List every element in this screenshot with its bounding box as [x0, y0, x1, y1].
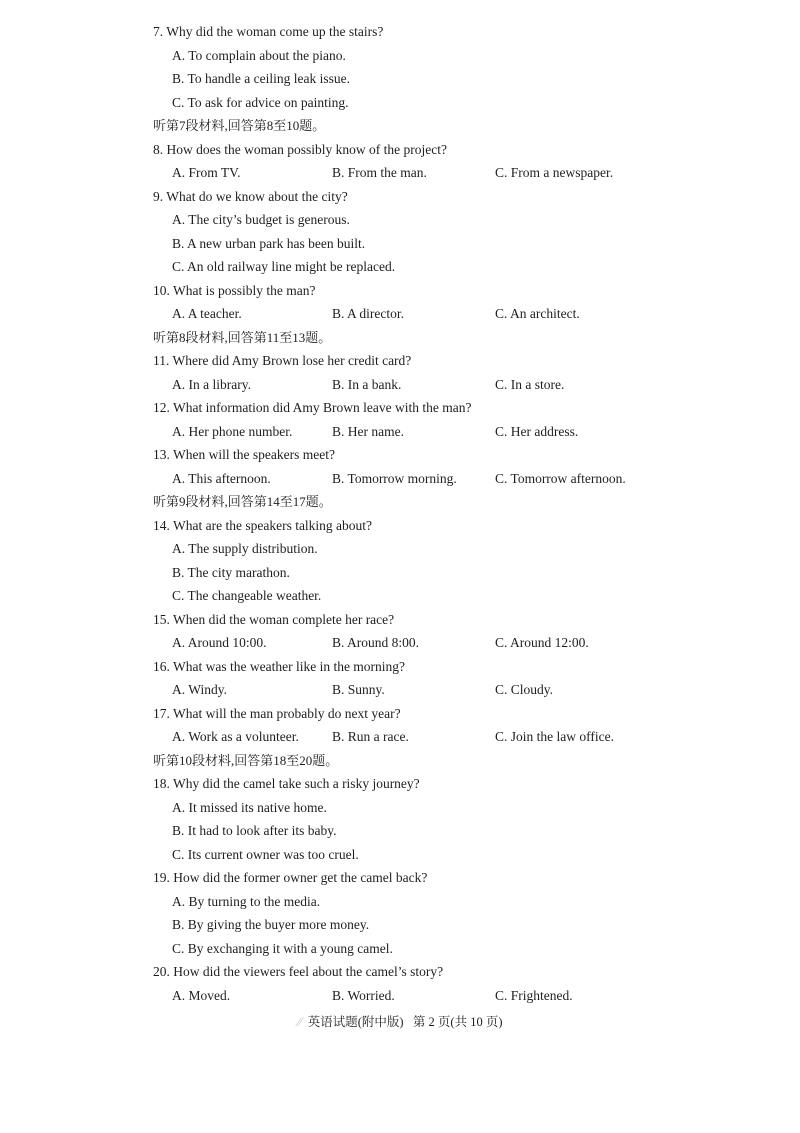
option-text: B. To handle a ceiling leak issue.	[172, 71, 351, 86]
section-instruction: 听第8段材料,回答第11至13题。	[153, 329, 332, 345]
option-b: B. A director.	[332, 306, 404, 321]
option-text: C. The changeable weather.	[172, 588, 322, 603]
option-text: A. To complain about the piano.	[172, 47, 346, 63]
question-text: 16. What was the weather like in the morning?	[153, 658, 406, 674]
option-c: C. Cloudy.	[495, 682, 554, 697]
question-text: 15. When did the woman complete her race?	[153, 611, 395, 627]
question-text: 20. How did the viewers feel about the camel’s story?	[153, 964, 444, 979]
option-c: C. Her address.	[495, 423, 579, 439]
option-b: B. Sunny.	[332, 682, 385, 697]
option-text: C. To ask for advice on painting.	[172, 94, 349, 110]
question-text: 11. Where did Amy Brown lose her credit card?	[153, 353, 412, 368]
option-c: C. An architect.	[495, 306, 580, 321]
option-b: B. In a bank.	[332, 376, 402, 392]
option-text: C. An old railway line might be replaced.	[172, 259, 396, 274]
option-b: B. Worried.	[332, 987, 395, 1003]
option-b: B. From the man.	[332, 165, 427, 180]
option-a: A. Her phone number.	[172, 423, 293, 439]
option-a: A. Around 10:00.	[172, 635, 267, 650]
question-text: 14. What are the speakers talking about?	[153, 517, 373, 533]
question-text: 7. Why did the woman come up the stairs?	[153, 24, 384, 39]
footer-title: 英语试题(附中版)	[307, 1015, 404, 1029]
footer-page-number: 第 2 页(共 10 页)	[412, 1015, 503, 1029]
option-c: C. In a store.	[495, 376, 565, 392]
option-c: C. From a newspaper.	[495, 165, 614, 180]
section-instruction: 听第7段材料,回答第8至10题。	[153, 118, 326, 133]
option-c: C. Frightened.	[495, 987, 573, 1003]
option-b: B. Her name.	[332, 423, 404, 439]
question-text: 10. What is possibly the man?	[153, 282, 316, 298]
option-text: C. By exchanging it with a young camel.	[172, 940, 393, 956]
page-footer	[0, 1012, 800, 1030]
option-a: A. Moved.	[172, 987, 231, 1003]
option-a: A. A teacher.	[172, 306, 242, 321]
option-a: A. This afternoon.	[172, 470, 271, 486]
question-text: 18. Why did the camel take such a risky journey?	[153, 776, 420, 791]
question-text: 8. How does the woman possibly know of the project?	[153, 141, 447, 157]
option-text: A. The supply distribution.	[172, 541, 318, 556]
question-text: 9. What do we know about the city?	[153, 188, 348, 204]
option-a: A. In a library.	[172, 376, 251, 392]
pen-mark-icon: ⁄⁄	[297, 1015, 302, 1029]
section-instruction: 听第10段材料,回答第18至20题。	[153, 752, 339, 768]
question-text: 19. How did the former owner get the camel back?	[153, 870, 428, 885]
option-text: A. By turning to the media.	[172, 893, 321, 909]
option-text: B. The city marathon.	[172, 564, 290, 580]
option-b: B. Tomorrow morning.	[332, 470, 457, 486]
option-c: C. Join the law office.	[495, 729, 614, 744]
section-instruction: 听第9段材料,回答第14至17题。	[153, 494, 332, 509]
option-text: A. The city’s budget is generous.	[172, 212, 350, 227]
option-text: A. It missed its native home.	[172, 799, 327, 815]
option-b: B. Run a race.	[332, 729, 409, 744]
option-a: A. Work as a volunteer.	[172, 729, 299, 744]
option-b: B. Around 8:00.	[332, 635, 420, 650]
option-a: A. From TV.	[172, 165, 241, 180]
option-text: B. A new urban park has been built.	[172, 235, 366, 251]
question-text: 13. When will the speakers meet?	[153, 447, 335, 462]
option-c: C. Tomorrow afternoon.	[495, 470, 626, 486]
option-c: C. Around 12:00.	[495, 635, 589, 650]
question-text: 17. What will the man probably do next year?	[153, 705, 401, 721]
option-text: C. Its current owner was too cruel.	[172, 846, 359, 862]
option-text: B. By giving the buyer more money.	[172, 917, 370, 932]
option-a: A. Windy.	[172, 682, 227, 697]
option-text: B. It had to look after its baby.	[172, 823, 337, 838]
question-text: 12. What information did Amy Brown leave with the man?	[153, 400, 472, 415]
